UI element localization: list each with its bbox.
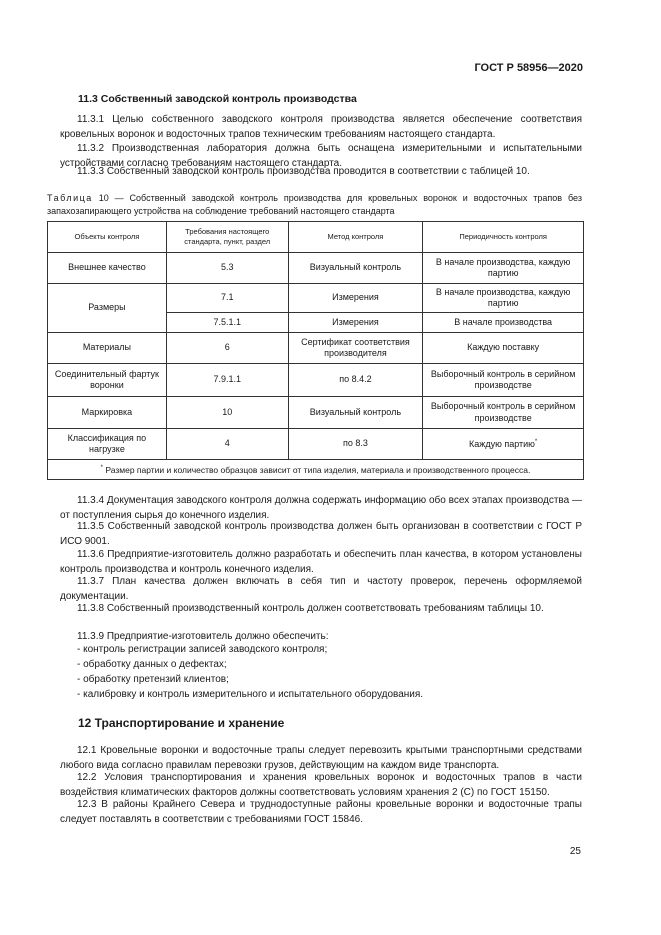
cell-frequency: В начале производства [423, 313, 584, 333]
cell-object: Маркировка [48, 397, 167, 429]
header-objects: Объекты контроля [48, 222, 167, 253]
cell-requirement: 4 [166, 429, 288, 460]
paragraph-12-3: 12.3 В районы Крайнего Севера и труднодоступные районы кровельные воронки и водосточные трапы следует поставлять в соответствии с требованиями ГОСТ 15846. [60, 799, 582, 825]
control-table [47, 221, 584, 480]
list-item: - калибровку и контроль измерительного и испытательного оборудования. [77, 689, 424, 700]
footnote-text: Размер партии и количество образцов зависит от типа изделия, материала и производственного процесса. [105, 464, 531, 475]
cell-method: по 8.4.2 [288, 364, 423, 397]
paragraph-11-3-2: 11.3.2 Производственная лаборатория должна быть оснащена измерительными и испытательными устройствами согласно требованиям настоящего стандарта. [60, 143, 582, 169]
cell-frequency: В начале производства, каждую партию [423, 253, 584, 284]
cell-requirement: 7.9.1.1 [166, 364, 288, 397]
cell-requirement: 6 [166, 333, 288, 364]
footnote-mark: * [534, 439, 538, 446]
paragraph-11-3-4: 11.3.4 Документация заводского контроля должна содержать информацию обо всех этапах производства — от поступления сырья до конечного изделия. [60, 495, 582, 521]
cell-frequency: В начале производства, каждую партию [423, 284, 584, 313]
paragraph-11-3-3: 11.3.3 Собственный заводской контроль производства проводится в соответствии с таблицей 10. [77, 166, 530, 177]
table-caption-text: 10 — Собственный заводской контроль производства для кровельных воронок и водосточных трапов без запахозапирающего устройства на соблюдение требований настоящего стандарта [47, 193, 582, 216]
requirements-list [60, 642, 582, 702]
page-number: 25 [569, 846, 581, 857]
cell-object: Классификация по нагрузке [48, 429, 167, 460]
cell-requirement: 7.5.1.1 [166, 313, 288, 333]
cell-frequency: Каждую поставку [423, 333, 584, 364]
header-frequency: Периодичность контроля [423, 222, 584, 253]
paragraph-11-3-7: 11.3.7 План качества должен включать в себя тип и частоту проверок, перечень оформляемой документации. [60, 576, 582, 602]
table-row [48, 253, 584, 284]
paragraph-12-1: 12.1 Кровельные воронки и водосточные трапы следует перевозить крытыми транспортными средствами любого вида согласно правилам перевозки грузов, действующим на каждом виде транспорта. [60, 745, 582, 771]
table-row [48, 397, 584, 429]
table-row [48, 284, 584, 313]
cell-requirement: 10 [166, 397, 288, 429]
list-item: - обработку данных о дефектах; [77, 659, 227, 670]
cell-method: Измерения [288, 313, 423, 333]
cell-method: по 8.3 [288, 429, 423, 460]
header-method: Метод контроля [288, 222, 423, 253]
cell-object: Размеры [48, 284, 167, 333]
cell-object: Соединительный фартук воронки [48, 364, 167, 397]
cell-method: Сертификат соответствия производителя [288, 333, 423, 364]
paragraph-11-3-5: 11.3.5 Собственный заводской контроль производства должен быть организован в соответствии с ГОСТ Р ИСО 9001. [60, 521, 582, 547]
cell-frequency: Выборочный контроль в серийном производстве [423, 364, 584, 397]
section-heading-12: 12 Транспортирование и хранение [78, 716, 285, 730]
list-item: - контроль регистрации записей заводского контроля; [77, 644, 328, 655]
paragraph-11-3-6: 11.3.6 Предприятие-изготовитель должно разработать и обеспечить план качества, в котором установлены контроль производства и контроль конечного изделия. [60, 549, 582, 575]
paragraph-11-3-8: 11.3.8 Собственный производственный контроль должен соответствовать требованиям таблицы 10. [77, 603, 544, 614]
table-caption-label: Таблица [47, 193, 93, 203]
cell-object: Внешнее качество [48, 253, 167, 284]
table-row [48, 364, 584, 397]
footnote-mark: * [100, 464, 103, 471]
cell-requirement: 5.3 [166, 253, 288, 284]
table-footnote-row [48, 460, 584, 480]
section-heading-11-3: 11.3 Собственный заводской контроль производства [78, 93, 357, 105]
table-footnote [48, 460, 584, 480]
cell-requirement: 7.1 [166, 284, 288, 313]
paragraph-12-2: 12.2 Условия транспортирования и хранения кровельных воронок и водосточных трапов в части воздействия климатических факторов должны соответствовать условиям хранения 2 (С) по ГОСТ 15150. [60, 772, 582, 798]
cell-frequency: Выборочный контроль в серийном производстве [423, 397, 584, 429]
table-caption [47, 192, 582, 217]
list-item: - обработку претензий клиентов; [77, 674, 229, 685]
cell-method: Визуальный контроль [288, 253, 423, 284]
header-requirements: Требования настоящего стандарта, пункт, раздел [166, 222, 288, 253]
paragraph-11-3-1: 11.3.1 Целью собственного заводского контроля производства является обеспечение соответствия кровельных воронок и водосточных трапов техническим требованиям настоящего стандарта. [60, 114, 582, 140]
table-row [48, 429, 584, 460]
document-code: ГОСТ Р 58956—2020 [474, 62, 583, 74]
table-row [48, 333, 584, 364]
table-header-row [48, 222, 584, 253]
cell-method: Визуальный контроль [288, 397, 423, 429]
cell-object: Материалы [48, 333, 167, 364]
paragraph-11-3-9: 11.3.9 Предприятие-изготовитель должно обеспечить: [77, 631, 329, 642]
cell-frequency-text: Каждую партию [469, 439, 535, 450]
cell-frequency [423, 429, 584, 460]
cell-method: Измерения [288, 284, 423, 313]
